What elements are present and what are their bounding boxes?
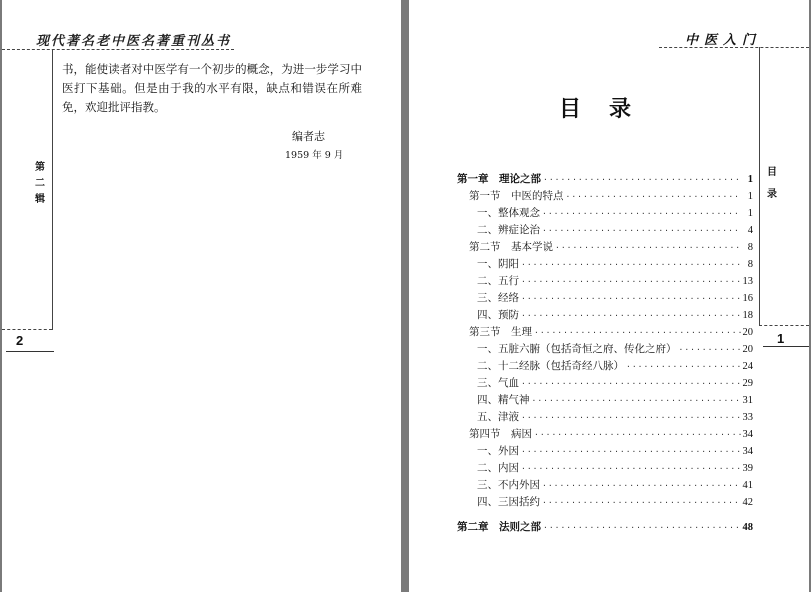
toc-entry[interactable] [457,460,753,477]
toc-entry-label: 一、阴阳 [477,258,519,270]
toc-dot-leader [542,498,741,507]
toc-entry-label: 三、经络 [477,292,519,304]
toc-entry-label: 二、五行 [477,275,519,287]
page-number: 1 [777,331,785,346]
page-number-rule [6,351,54,352]
toc-entry[interactable] [457,290,753,307]
toc-entry[interactable] [457,171,753,188]
contents-side-label: 目录 [767,167,777,200]
margin-rule [52,49,53,330]
toc-entry-label: 五、津液 [477,411,519,423]
toc-entry-page: 20 [742,344,753,355]
toc-dot-leader [521,447,741,456]
toc-entry[interactable] [457,256,753,273]
toc-dot-leader [532,396,741,405]
toc-title: 目录 [559,97,660,122]
book-title: 中医入门 [685,33,762,48]
toc-entry[interactable] [457,426,753,443]
toc-entry[interactable] [457,477,753,494]
toc-entry-page: 8 [747,259,753,270]
toc-entry[interactable] [457,273,753,290]
toc-dot-leader [542,481,741,490]
toc-entry-page: 31 [742,395,753,406]
toc-entry-label: 一、整体观念 [477,207,540,219]
toc-entry[interactable] [457,358,753,375]
toc-entry-page: 8 [747,242,753,253]
toc-dot-leader [521,260,741,269]
toc-entry-page: 34 [742,446,753,457]
toc-entry-page: 33 [742,412,753,423]
toc-entry-page: 41 [742,480,753,491]
toc-entry-page: 16 [742,293,753,304]
toc-entry[interactable] [457,494,753,511]
toc-entry-label: 第一章 理论之部 [457,173,541,185]
editor-signature: 编者志 [292,130,325,143]
preface-text: 书，能使读者对中医学有一个初步的概念，为进一步学习中医打下基础。但是由于我的水平有限，缺点和错误在所难免，欢迎批评指教。 [62,62,362,114]
toc-entry-label: 三、气血 [477,377,519,389]
toc-dot-leader [521,277,741,286]
margin-dashed-rule [759,325,809,326]
toc-entry-label: 一、外因 [477,445,519,457]
toc-entry[interactable] [457,188,753,205]
toc-dot-leader [521,379,741,388]
toc-entry-label: 三、不内外因 [477,479,540,491]
toc-entry-page: 39 [742,463,753,474]
toc-entry-label: 第一节 中医的特点 [469,190,564,202]
toc-entry-page: 4 [747,225,753,236]
toc-entry-page: 1 [747,174,753,185]
toc-dot-leader [542,226,741,235]
toc-entry-page: 42 [742,497,753,508]
toc-dot-leader [534,328,741,337]
toc-dot-leader [543,175,741,184]
left-page [2,0,401,592]
toc-entry-page: 18 [742,310,753,321]
toc-dot-leader [679,345,741,354]
toc-entry[interactable] [457,392,753,409]
toc-entry-label: 二、十二经脉（包括奇经八脉） [477,360,624,372]
toc-dot-leader [555,243,741,252]
toc-entry[interactable] [457,324,753,341]
toc-entry[interactable] [457,307,753,324]
page-number-rule [763,346,809,347]
toc-entry-label: 第二节 基本学说 [469,241,553,253]
toc-dot-leader [521,464,741,473]
series-title: 现代著名老中医名著重刊丛书 [36,34,232,49]
toc-entry-page: 29 [742,378,753,389]
header-dashed-rule [2,49,234,50]
toc-dot-leader [626,362,741,371]
toc-dot-leader [542,209,741,218]
toc-entry-page: 24 [742,361,753,372]
toc-entry[interactable] [457,239,753,256]
toc-entry-label: 第二章 法则之部 [457,521,541,533]
toc-dot-leader [521,413,741,422]
toc-entry-label: 二、辨症论治 [477,224,540,236]
table-of-contents [457,171,753,536]
toc-entry-page: 13 [742,276,753,287]
toc-entry-page: 48 [742,522,753,533]
toc-entry-label: 四、三因括约 [477,496,540,508]
toc-entry-page: 1 [747,208,753,219]
toc-entry-page: 20 [742,327,753,338]
toc-entry[interactable] [457,222,753,239]
toc-dot-leader [543,523,741,532]
toc-dot-leader [566,192,742,201]
toc-dot-leader [521,294,741,303]
toc-entry[interactable] [457,375,753,392]
margin-dashed-rule [2,329,52,330]
toc-entry[interactable] [457,519,753,536]
toc-dot-leader [534,430,741,439]
toc-entry-label: 第四节 病因 [469,428,532,440]
toc-entry-page: 1 [747,191,753,202]
toc-entry-label: 四、精气神 [477,394,530,406]
toc-entry[interactable] [457,341,753,358]
volume-side-label: 第二辑 [35,162,45,205]
toc-entry[interactable] [457,409,753,426]
right-page [409,0,809,592]
toc-entry-label: 四、预防 [477,309,519,321]
page-number: 2 [16,333,24,348]
preface-date: 1959 年 9 月 [285,150,344,161]
toc-entry[interactable] [457,443,753,460]
toc-entry-page: 34 [742,429,753,440]
toc-dot-leader [521,311,741,320]
toc-entry-label: 二、内因 [477,462,519,474]
margin-rule [759,47,760,326]
header-dashed-rule [659,47,809,48]
toc-entry[interactable] [457,205,753,222]
toc-entry-label: 一、五脏六腑（包括奇恒之府、传化之府） [477,343,677,355]
toc-entry-label: 第三节 生理 [469,326,532,338]
